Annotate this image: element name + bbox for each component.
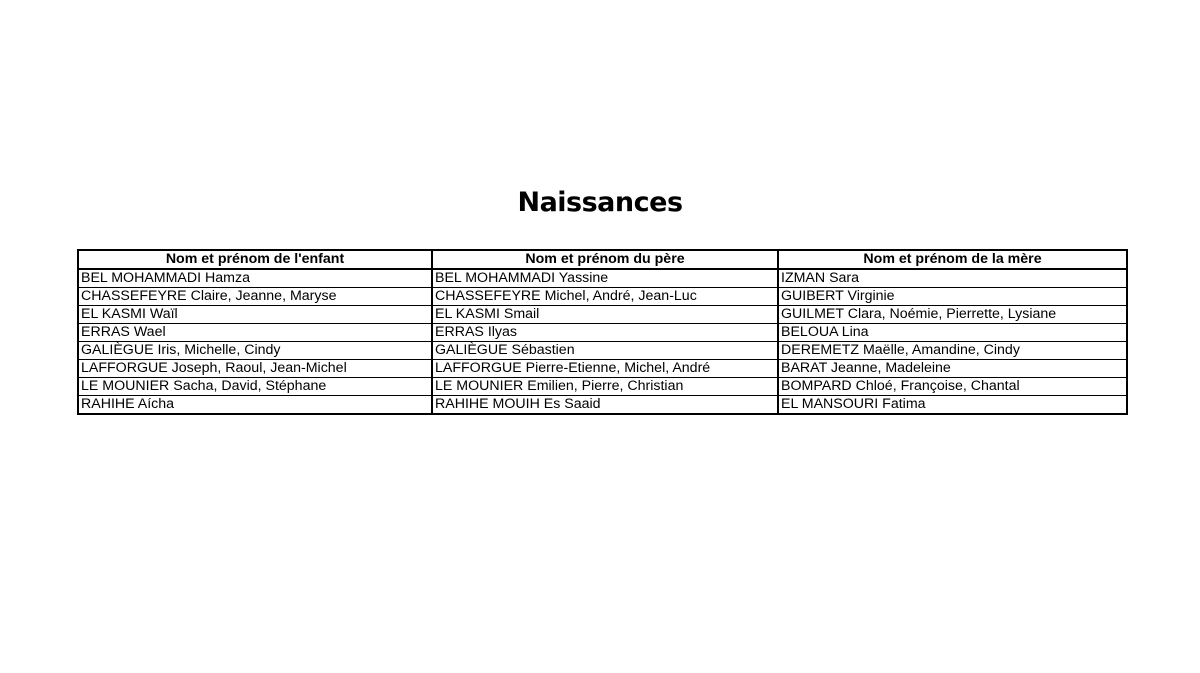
father-name-cell: LE MOUNIER Emilien, Pierre, Christian: [432, 378, 778, 396]
mother-name-cell: GUIBERT Virginie: [778, 288, 1127, 306]
father-name-cell: CHASSEFEYRE Michel, André, Jean-Luc: [432, 288, 778, 306]
table-row: [78, 378, 1127, 396]
child-name-cell: LE MOUNIER Sacha, David, Stéphane: [78, 378, 432, 396]
table-header-row: [78, 250, 1127, 269]
mother-name-cell: GUILMET Clara, Noémie, Pierrette, Lysiane: [778, 306, 1127, 324]
table-row: [78, 288, 1127, 306]
mother-name-cell: IZMAN Sara: [778, 269, 1127, 288]
table-row: [78, 342, 1127, 360]
child-name-cell: ERRAS Wael: [78, 324, 432, 342]
child-name-cell: EL KASMI Waïl: [78, 306, 432, 324]
child-name-cell: RAHIHE Aícha: [78, 396, 432, 415]
father-name-cell: LAFFORGUE Pierre-Etienne, Michel, André: [432, 360, 778, 378]
mother-name-cell: BELOUA Lina: [778, 324, 1127, 342]
table-row: [78, 269, 1127, 288]
header-mother-name: Nom et prénom de la mère: [778, 250, 1127, 269]
child-name-cell: GALIÈGUE Iris, Michelle, Cindy: [78, 342, 432, 360]
mother-name-cell: EL MANSOURI Fatima: [778, 396, 1127, 415]
table-row: [78, 306, 1127, 324]
table-row: [78, 396, 1127, 415]
births-table: [77, 249, 1128, 415]
page-title: Naissances: [517, 187, 683, 218]
header-father-name: Nom et prénom du père: [432, 250, 778, 269]
father-name-cell: GALIÈGUE Sébastien: [432, 342, 778, 360]
mother-name-cell: DEREMETZ Maëlle, Amandine, Cindy: [778, 342, 1127, 360]
child-name-cell: BEL MOHAMMADI Hamza: [78, 269, 432, 288]
child-name-cell: CHASSEFEYRE Claire, Jeanne, Maryse: [78, 288, 432, 306]
mother-name-cell: BOMPARD Chloé, Françoise, Chantal: [778, 378, 1127, 396]
mother-name-cell: BARAT Jeanne, Madeleine: [778, 360, 1127, 378]
father-name-cell: ERRAS Ilyas: [432, 324, 778, 342]
father-name-cell: EL KASMI Smail: [432, 306, 778, 324]
father-name-cell: BEL MOHAMMADI Yassine: [432, 269, 778, 288]
child-name-cell: LAFFORGUE Joseph, Raoul, Jean-Michel: [78, 360, 432, 378]
table-row: [78, 324, 1127, 342]
table-row: [78, 360, 1127, 378]
father-name-cell: RAHIHE MOUIH Es Saaid: [432, 396, 778, 415]
header-child-name: Nom et prénom de l'enfant: [78, 250, 432, 269]
